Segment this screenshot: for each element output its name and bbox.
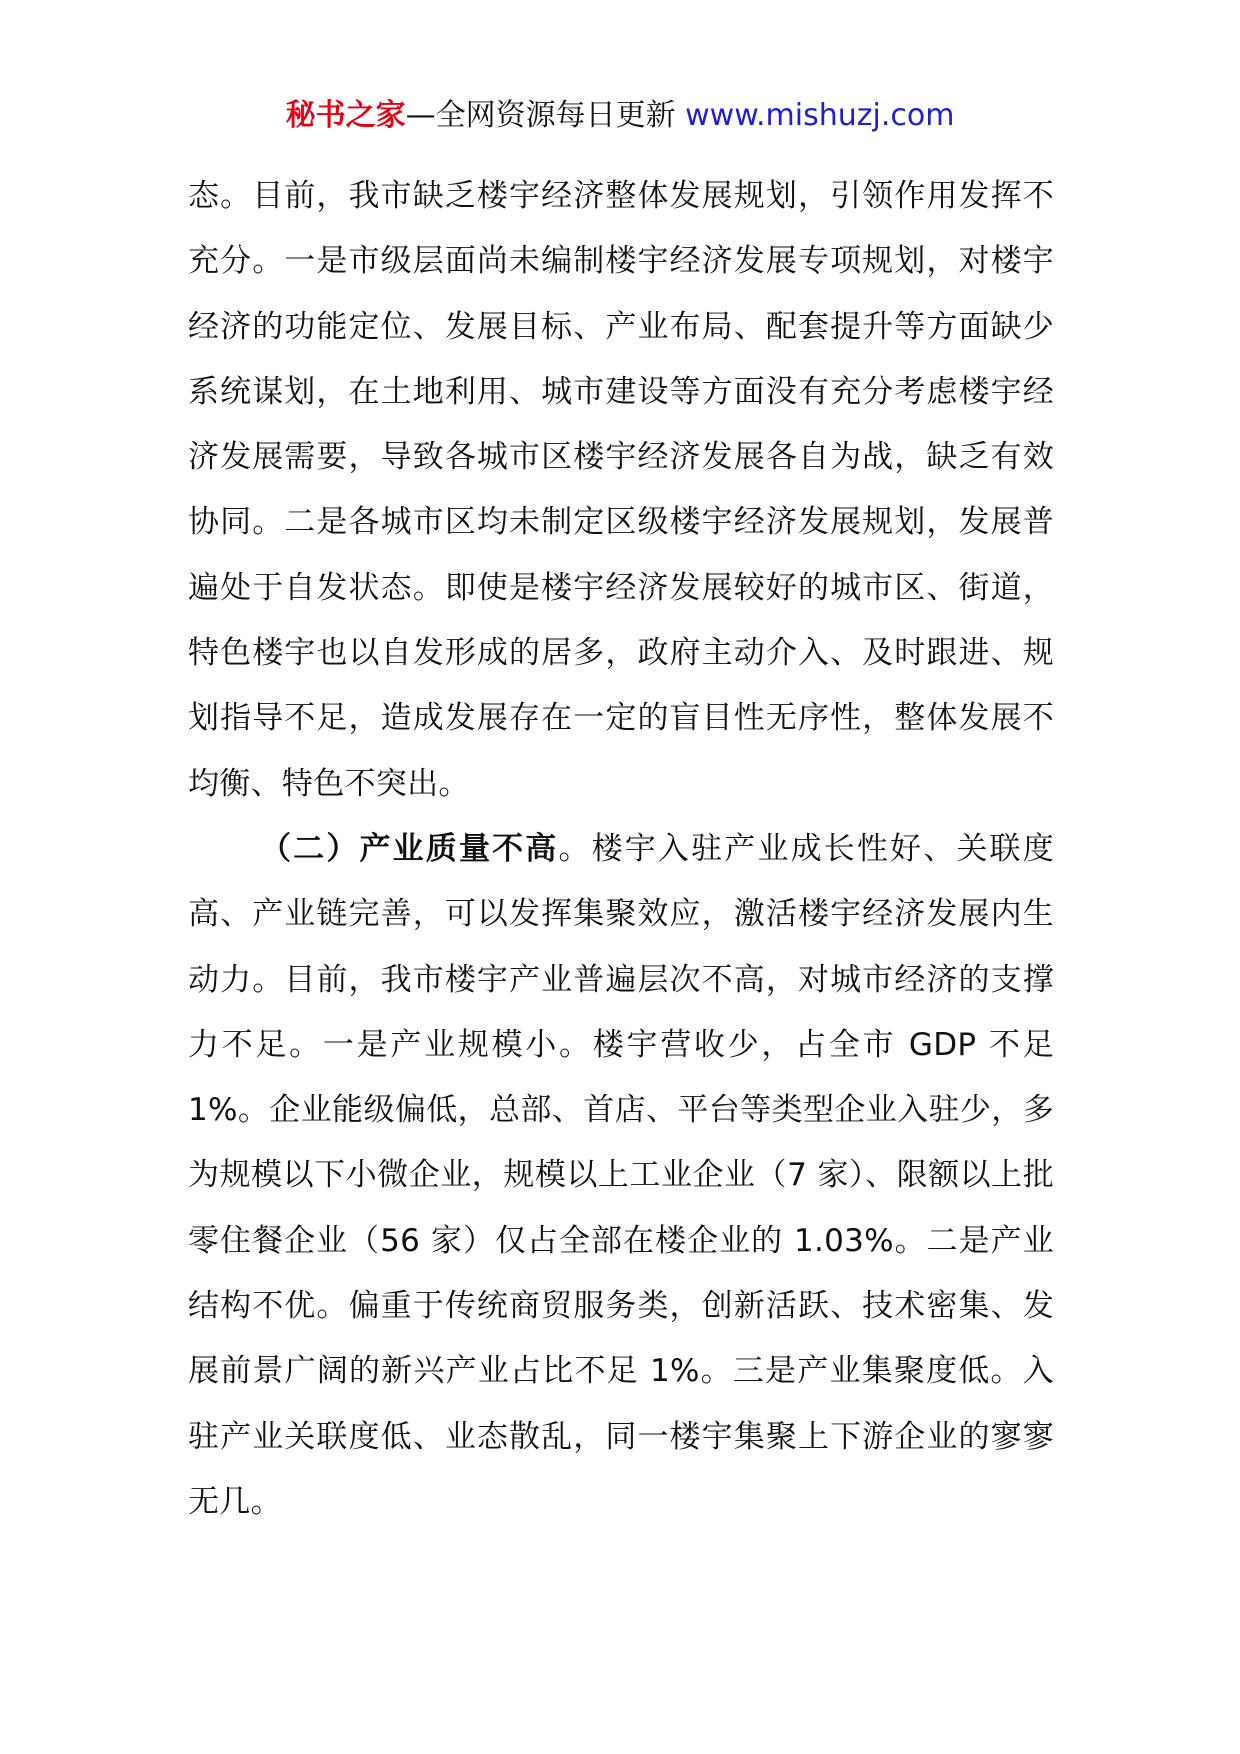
paragraph-text: 。楼宇入驻产业成长性好、关联度高、产业链完善，可以发挥集聚效应，激活楼宇经济发展内生动力。目前，我市楼宇产业普遍层次不高，对城市经济的支撑力不足。一是产业规模小。楼宇营收少，占全市 GDP 不足 1%。企业能级偏低，总部、首店、平台等类型企业入驻少，多为规模以下小微企业，规模以上工业企业（7 家）、限额以上批零住餐企业（56 家）仅占全部在楼企业的 1.03%。二是产业结构不优。偏重于传统商贸服务类，创新活跃、技术密集、发展前景广阔的新兴产业占比不足 1%。三是产业集聚度低。入驻产业关联度低、业态散乱，同一楼宇集聚上下游企业的寥寥无几。	[188, 830, 1055, 1520]
banner-tagline: —全网资源每日更新	[405, 98, 686, 133]
paragraph-continuation	[188, 164, 1054, 817]
site-url-link[interactable]: www.mishuzj.com	[685, 98, 955, 133]
document-body	[188, 164, 1054, 1535]
site-banner	[0, 96, 1240, 136]
section-heading: （二）产业质量不高	[260, 830, 559, 867]
brand-name: 秘书之家	[285, 98, 406, 133]
paragraph-section-2	[188, 817, 1054, 1535]
paragraph-text: 态。目前，我市缺乏楼宇经济整体发展规划，引领作用发挥不充分。一是市级层面尚未编制楼宇经济发展专项规划，对楼宇经济的功能定位、发展目标、产业布局、配套提升等方面缺少系统谋划，在土地利用、城市建设等方面没有充分考虑楼宇经济发展需要，导致各城市区楼宇经济发展各自为战，缺乏有效协同。二是各城市区均未制定区级楼宇经济发展规划，发展普遍处于自发状态。即使是楼宇经济发展较好的城市区、街道，特色楼宇也以自发形成的居多，政府主动介入、及时跟进、规划指导不足，造成发展存在一定的盲目性无序性，整体发展不均衡、特色不突出。	[188, 178, 1054, 802]
